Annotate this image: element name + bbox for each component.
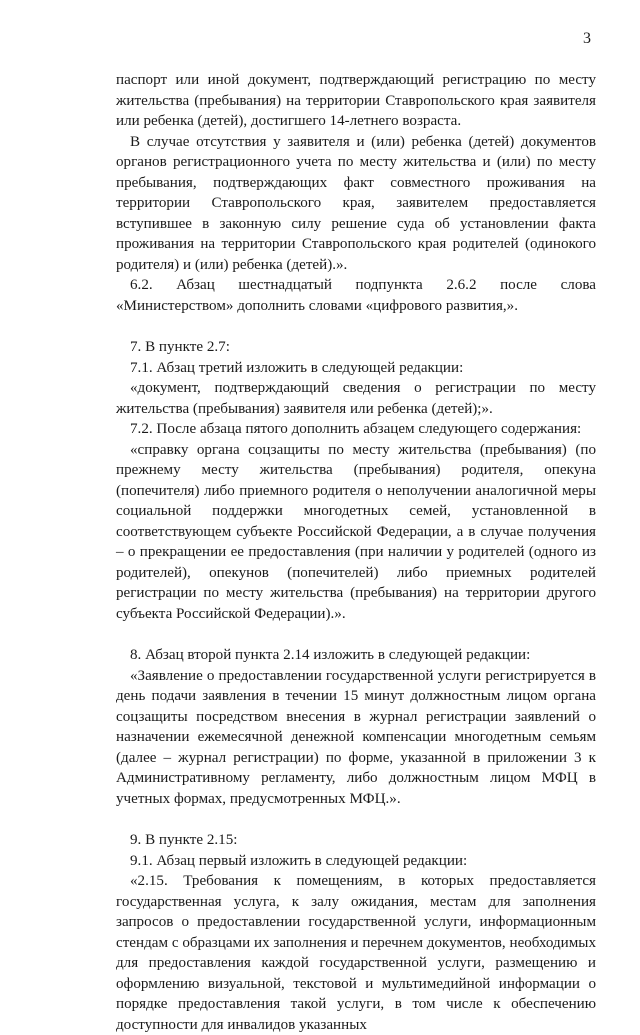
- paragraph: паспорт или иной документ, подтверждающий регистрацию по месту жительства (пребывания) на территории Ставропольского края заявителя или ребенка (детей), достигшего 14-летнего возраста.: [116, 72, 596, 129]
- paragraph: В случае отсутствия у заявителя и (или) ребенка (детей) документов органов регистрационного учета по месту жительства и (или) по месту пребывания, подтверждающих факт совместного проживания на территории Ставропольского края, заявителем предоставляется вступившее в законную силу решение суда об установлении факта проживания на территории Ставропольского края родителей (одинокого родителя) и (или) ребенка (детей).».: [116, 133, 596, 273]
- paragraph: 6.2. Абзац шестнадцатый подпункта 2.6.2 после слова «Министерством» дополнить словами «цифрового развития,».: [116, 277, 596, 314]
- paragraph: «Заявление о предоставлении государственной услуги регистрируется в день подачи заявления в течении 15 минут должностным лицом органа соцзащиты посредством внесения в журнал регистрации заявлений о назначении ежемесячной денежной компенсации многодетным семьям (далее – журнал регистрации) по форме, указанной в приложении 3 к Административному регламенту, либо должностным лицом МФЦ в учетных формах, предусмотренных МФЦ.».: [116, 667, 596, 807]
- paragraph: 7.2. После абзаца пятого дополнить абзацем следующего содержания:: [130, 421, 582, 437]
- paragraph: 8. Абзац второй пункта 2.14 изложить в следующей редакции:: [130, 647, 531, 663]
- paragraph: «справку органа соцзащиты по месту жительства (пребывания) (по прежнему месту жительства (пребывания) родителя, опекуна (попечителя) либо приемного родителя о неполучении аналогичной меры социальной поддержки многодетных семей, установленной в соответствующем субъекте Российской Федерации, а в случае получения – о прекращении ее предоставления (при наличии у родителей (одного из родителей), опекунов (попечителей) либо приемных родителей регистрации по месту жительства (пребывания) на территории другого субъекта Российской Федерации).».: [116, 441, 596, 622]
- paragraph-gap: [116, 624, 596, 645]
- paragraph: 9. В пункте 2.15:: [130, 832, 238, 848]
- page-number: 3: [583, 30, 591, 47]
- paragraph: «2.15. Требования к помещениям, в которых предоставляется государственная услуга, к залу ожидания, местам для заполнения запросов о предоставлении государственной услуги, информационным стендам с образцами их заполнения и перечнем документов, необходимых для предоставления каждой государственной услуги, размещению и оформлению визуальной, текстовой и мультимедийной информации о порядке предоставления такой услуги, в том числе к обеспечению доступности для инвалидов указанных: [116, 873, 596, 1033]
- paragraph-gap: [116, 809, 596, 830]
- paragraph-gap: [116, 316, 596, 337]
- paragraph: «документ, подтверждающий сведения о регистрации по месту жительства (пребывания) заявителя или ребенка (детей);».: [116, 380, 596, 417]
- paragraph: 9.1. Абзац первый изложить в следующей редакции:: [130, 852, 468, 869]
- document-body: [116, 70, 596, 1035]
- paragraph: 7. В пункте 2.7:: [130, 339, 230, 355]
- paragraph: 7.1. Абзац третий изложить в следующей редакции:: [130, 359, 464, 376]
